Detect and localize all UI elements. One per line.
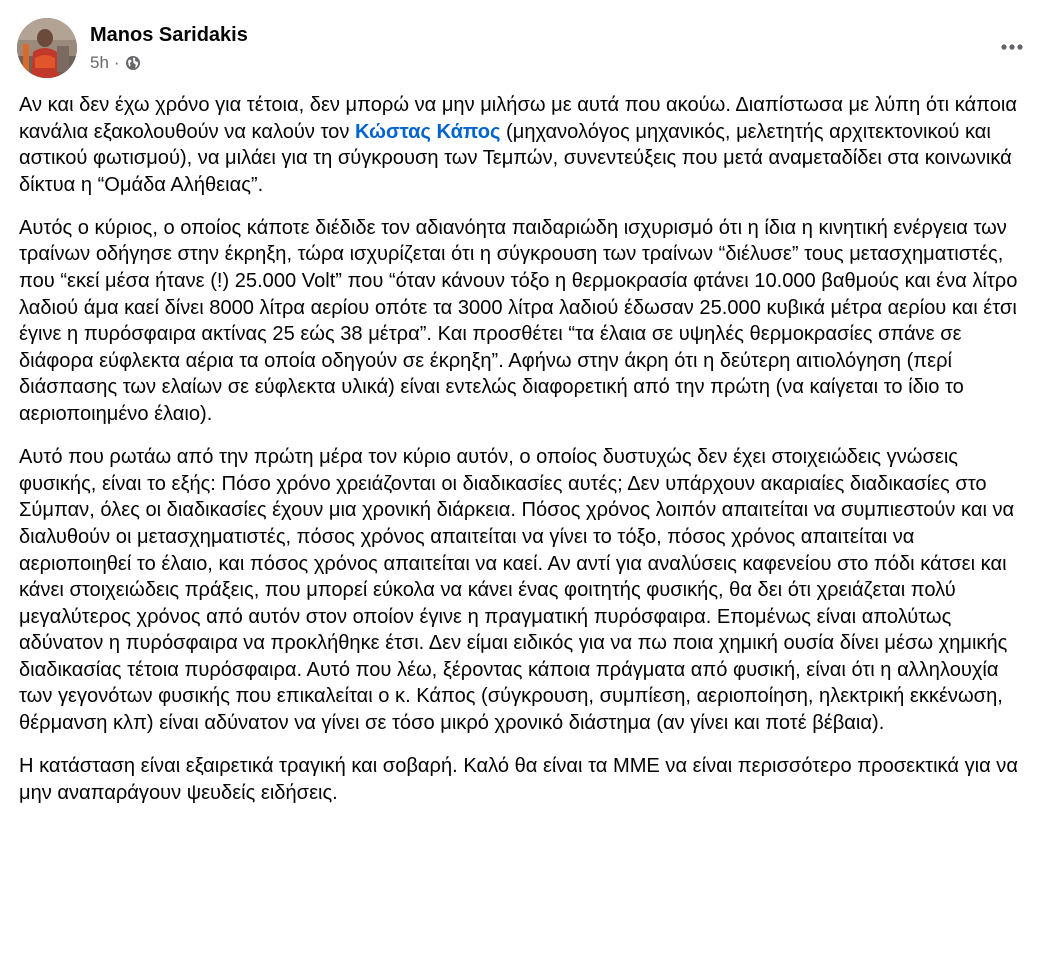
- paragraph-text: Αν και δεν έχω χρόνο για τέτοια, δεν μπορώ να μην μιλήσω με αυτά που ακούω. Διαπίστωσα με λύπη ότι κάποια κανάλια εξακολουθούν να καλούν τον: [19, 94, 1017, 143]
- post-header: [17, 17, 248, 79]
- avatar[interactable]: [17, 18, 77, 78]
- mention-link[interactable]: Κώστας Κάπος: [354, 120, 501, 143]
- post-paragraph: Αυτό που ρωτάω από την πρώτη μέρα τον κύριο αυτόν, ο οποίος δυστυχώς δεν έχει στοιχειώδεις γνώσεις φυσικής, είναι το εξής: Πόσο χρόνο χρειάζονται οι διαδικασίες αυτές; Δεν υπάρχουν ακαριαίες διαδικασίες στο Σύμπαν, όλες οι διαδικασίες έχουν μια χρονική διάρκεια. Πόσος χρόνος λοιπόν απαιτείται να συμπιεστούν και να διαλυθούν οι μετασχηματιστές, πόσος χρόνος απαιτείται να γίνει το τόξο, πόσος χρόνος απαιτείται να αεριοποιηθεί το έλαιο, και πόσος χρόνος απαιτείται να καεί. Αν αντί για αναλύσεις καφενείου στο πόδι κάτσει και κάνει στοιχειώδεις πράξεις, που μπορεί εύκολα να κάνει ένας φοιτητής φυσικής, θα δει ότι χρειάζεται πολύ μεγαλύτερος χρόνος από αυτόν στον οποίον έγινε η πραγματική πυρόσφαιρα. Επομένως είναι απολύτως αδύνατον η πυρόσφαιρα να προκλήθηκε έτσι. Δεν είμαι ειδικός για να πω ποια χημική ουσία δίνει μέσω χημικής διαδικασίας τέτοια πυρόσφαιρα. Αυτό που λέω, ξέροντας κάποια πράγματα από φυσική, είναι ότι η αλληλουχία των γεγονότων φυσικής που επικαλείται ο κ. Κάπος (σύγκρουση, συμπίεση, αεριοποίηση, ηλεκτρική εκκένωση, θέρμανση κλπ) είναι αδύνατον να γίνει σε τόσο μικρό χρονικό διάστημα (αν γίνει και ποτέ βέβαια).: [19, 446, 1015, 735]
- post-timestamp[interactable]: 5h: [90, 53, 109, 72]
- post-paragraph: Η κατάσταση είναι εξαιρετικά τραγική και σοβαρή. Καλό θα είναι τα ΜΜΕ να είναι περισσότερο προσεκτικά για να μην αναπαράγουν ψευδείς ειδήσεις.: [19, 755, 1018, 804]
- more-options-icon: [1000, 43, 1024, 51]
- author-name[interactable]: Manos Saridakis: [90, 24, 248, 46]
- avatar-photo: [17, 18, 77, 78]
- post-subline: [90, 52, 248, 74]
- separator-dot: ·: [113, 53, 120, 72]
- globe-icon[interactable]: [125, 55, 141, 71]
- post-paragraph: [19, 92, 1024, 198]
- post-body: [19, 92, 1024, 823]
- paragraph-text: (μηχανολόγος μηχανικός, μελετητής αρχιτεκτονικού και αστικού φωτισμού), να μιλάει για τη σύγκρουση των Τεμπών, συνεντεύξεις που μετά αναμεταδίδει στα κοινωνικά δίκτυα η “Ομάδα Αλήθειας”.: [19, 120, 1012, 196]
- post-paragraph: Αυτός ο κύριος, ο οποίος κάποτε διέδιδε τον αδιανόητα παιδαριώδη ισχυρισμό ότι η ίδια η κινητική ενέργεια των τραίνων οδήγησε στην έκρηξη, τώρα ισχυρίζεται ότι η σύγκρουση των τραίνων “διέλυσε” τους μετασχηματιστές, που “εκεί μέσα ήτανε (!) 25.000 Volt” που “όταν κάνουν τόξο η θερμοκρασία φτάνει 10.000 βαθμούς και ένα λίτρο λαδιού άμα καεί δίνει 8000 λίτρα αερίου οπότε τα 3000 λίτρα λαδιού έδωσαν 25.000 κυβικά μέτρα αερίου και έτσι έγινε η πυρόσφαιρα ακτίνας 25 εώς 38 μέτρα”. Και προσθέτει “τα έλαια σε υψηλές θερμοκρασίες σπάνε σε διάφορα εύφλεκτα αέρια τα οποία οδηγούν σε έκρηξη”. Αφήνω στην άκρη ότι η δεύτερη αιτιολόγηση (περί διάσπασης των ελαίων σε εύφλεκτα υλικά) είναι εντελώς διαφορετική από την πρώτη (να καίγεται το ίδιο το αεριοποιημένο έλαιο).: [19, 216, 1018, 426]
- more-options-button[interactable]: [992, 27, 1032, 67]
- post-meta: [90, 22, 248, 74]
